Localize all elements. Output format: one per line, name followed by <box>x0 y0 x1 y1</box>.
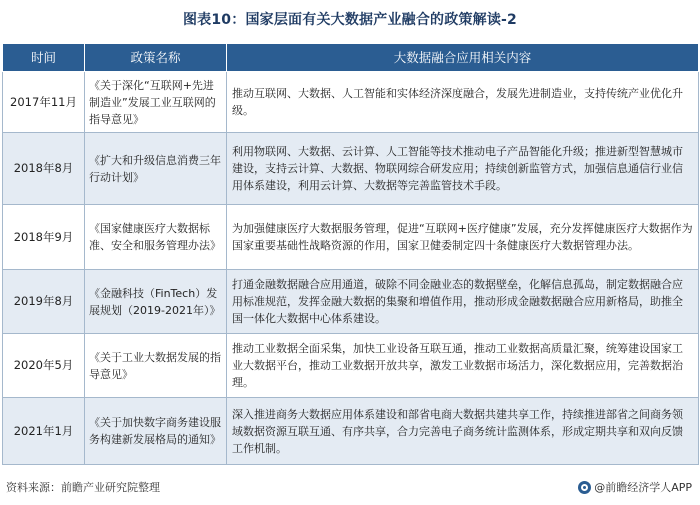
policy-table <box>2 43 699 465</box>
row-time: 2018年9月 <box>3 205 85 270</box>
table-row <box>3 270 699 334</box>
header-time: 时间 <box>3 44 85 72</box>
table-row <box>3 72 699 133</box>
row-content: 推动互联网、大数据、人工智能和实体经济深度融合，发展先进制造业，支持传统产业优化升级。 <box>227 72 699 133</box>
brand-label: @前瞻经济学人APP <box>594 481 692 494</box>
row-content: 推动工业数据全面采集，加快工业设备互联互通，推动工业数据高质量汇聚，统筹建设国家工业大数据平台，推动工业数据开放共享，激发工业数据市场活力，深化数据应用，完善数据治理。 <box>227 334 699 398</box>
table-header-row <box>3 44 699 72</box>
row-time: 2020年5月 <box>3 334 85 398</box>
table-row <box>3 334 699 398</box>
brand-logo-icon <box>578 481 591 494</box>
row-policy-name: 《国家健康医疗大数据标准、安全和服务管理办法》 <box>85 205 227 270</box>
row-policy-name: 《关于工业大数据发展的指导意见》 <box>85 334 227 398</box>
row-content: 打通金融数据融合应用通道，破除不同金融业态的数据壁垒，化解信息孤岛，制定数据融合应用标准规范，发挥金融大数据的集聚和增值作用，推动形成金融数据融合应用新格局，助推全国一体化大数据中心体系建设。 <box>227 270 699 334</box>
row-time: 2019年8月 <box>3 270 85 334</box>
chart-title: 图表10：国家层面有关大数据产业融合的政策解读-2 <box>182 12 518 28</box>
row-time: 2021年1月 <box>3 398 85 465</box>
row-content: 深入推进商务大数据应用体系建设和部省电商大数据共建共享工作，持续推进部省之间商务领域数据资源互联互通、有序共享，合力完善电子商务统计监测体系，形成定期共享和双向反馈工作机制。 <box>227 398 699 465</box>
table-row <box>3 205 699 270</box>
header-policy-name: 政策名称 <box>85 44 227 72</box>
row-content: 利用物联网、大数据、云计算、人工智能等技术推动电子产品智能化升级；推进新型智慧城市建设，支持云计算、大数据、物联网综合研发应用；持续创新监管方式，加强信息通信行业信用体系建设，利用云计算、大数据等完善监管技术手段。 <box>227 133 699 205</box>
row-policy-name: 《关于加快数字商务建设服务构建新发展格局的通知》 <box>85 398 227 465</box>
row-content: 为加强健康医疗大数据服务管理，促进“互联网+医疗健康”发展，充分发挥健康医疗大数据作为国家重要基础性战略资源的作用，国家卫健委制定四十条健康医疗大数据管理办法。 <box>227 205 699 270</box>
row-time: 2018年8月 <box>3 133 85 205</box>
header-content: 大数据融合应用相关内容 <box>227 44 699 72</box>
brand-credit <box>578 479 692 495</box>
row-policy-name: 《金融科技（FinTech）发展规划（2019-2021年）》 <box>85 270 227 334</box>
row-policy-name: 《扩大和升级信息消费三年行动计划》 <box>85 133 227 205</box>
row-policy-name: 《关于深化“互联网+先进制造业”发展工业互联网的指导意见》 <box>85 72 227 133</box>
source-note: 资料来源：前瞻产业研究院整理 <box>6 481 160 494</box>
footer <box>6 479 692 495</box>
table-row <box>3 398 699 465</box>
table-row <box>3 133 699 205</box>
row-time: 2017年11月 <box>3 72 85 133</box>
